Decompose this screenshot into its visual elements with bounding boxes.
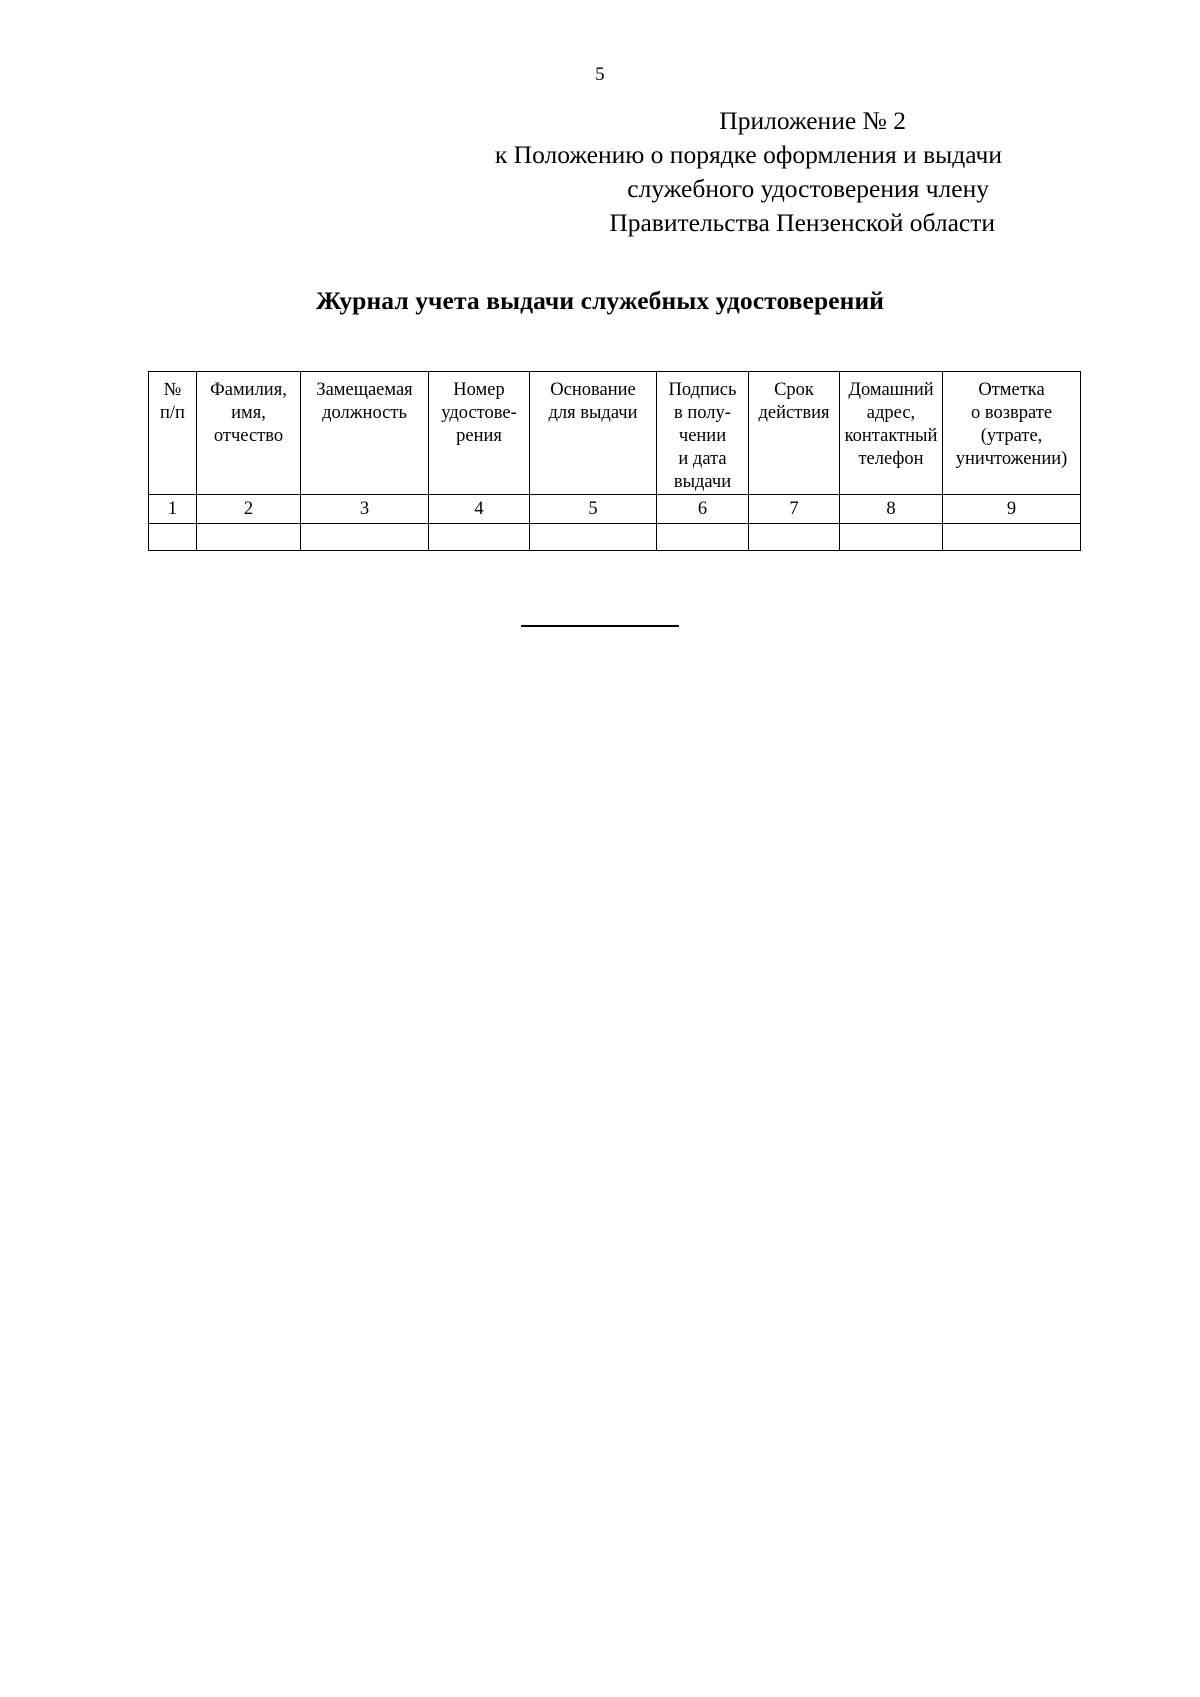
column-header-line: Фамилия, [210, 380, 287, 400]
journal-table [148, 371, 1081, 551]
appendix-header-block [0, 104, 1200, 240]
column-header-line: выдачи [673, 472, 732, 492]
column-header-line: № [163, 380, 182, 400]
column-header-issue-basis [530, 372, 657, 495]
column-header-line: в полу- [674, 403, 731, 423]
data-cell[interactable] [530, 524, 657, 551]
column-header-line: контактный [844, 426, 938, 446]
footer-separator-container [0, 617, 1200, 635]
numbering-cell: 7 [749, 495, 840, 524]
appendix-header-line-1: Приложение № 2 [719, 106, 906, 135]
column-header-line: Домашний [848, 380, 934, 400]
column-header-line: чении [678, 426, 727, 446]
column-header-line: Номер [453, 380, 505, 400]
column-header-line: уничтожении) [955, 449, 1068, 469]
journal-table-container [148, 371, 1080, 551]
appendix-header-line-3: служебного удостоверения члену [627, 174, 989, 203]
column-header-line: действия [758, 403, 830, 423]
column-header-line: должность [322, 403, 407, 423]
column-header-position [301, 372, 429, 495]
column-header-line: о возврате [970, 403, 1053, 423]
table-row-numbering [149, 495, 1081, 524]
data-cell[interactable] [429, 524, 530, 551]
column-header-validity-period [749, 372, 840, 495]
numbering-cell: 4 [429, 495, 530, 524]
column-header-line: отчество [213, 426, 284, 446]
numbering-cell: 3 [301, 495, 429, 524]
column-header-line: Подпись [668, 380, 737, 400]
numbering-cell: 8 [840, 495, 943, 524]
column-header-line: п/п [160, 403, 185, 423]
column-header-line: рения [456, 426, 502, 446]
appendix-header-line-2: к Положению о порядке оформления и выдачи [494, 140, 1002, 169]
numbering-cell: 2 [197, 495, 301, 524]
data-cell[interactable] [657, 524, 749, 551]
column-header-line: Отметка [978, 380, 1045, 400]
numbering-cell: 1 [149, 495, 197, 524]
column-header-return-note [943, 372, 1081, 495]
column-header-line: телефон [858, 449, 924, 469]
column-header-line: адрес, [866, 403, 916, 423]
table-row[interactable] [149, 524, 1081, 551]
numbering-cell: 6 [657, 495, 749, 524]
numbering-cell: 9 [943, 495, 1081, 524]
column-header-signature-and-date [657, 372, 749, 495]
data-cell[interactable] [749, 524, 840, 551]
column-header-line: (утрате, [980, 426, 1043, 446]
column-header-certificate-number [429, 372, 530, 495]
column-header-line: удостове- [441, 403, 517, 423]
page-number: 5 [595, 64, 605, 85]
data-cell[interactable] [943, 524, 1081, 551]
data-cell[interactable] [840, 524, 943, 551]
horizontal-rule-divider [521, 625, 679, 627]
column-header-line: Срок [774, 380, 814, 400]
column-header-line: Основание [550, 380, 636, 400]
data-cell[interactable] [301, 524, 429, 551]
column-header-fullname [197, 372, 301, 495]
column-header-number [149, 372, 197, 495]
column-header-line: Замещаемая [316, 380, 413, 400]
appendix-header-line-4: Правительства Пензенской области [609, 208, 995, 237]
column-header-line: имя, [231, 403, 266, 423]
column-header-line: и дата [678, 449, 727, 469]
data-cell[interactable] [197, 524, 301, 551]
column-header-home-address [840, 372, 943, 495]
column-header-line: для выдачи [548, 403, 638, 423]
data-cell[interactable] [149, 524, 197, 551]
numbering-cell: 5 [530, 495, 657, 524]
table-header-row [149, 372, 1081, 495]
page-title: Журнал учета выдачи служебных удостоверений [315, 286, 885, 315]
